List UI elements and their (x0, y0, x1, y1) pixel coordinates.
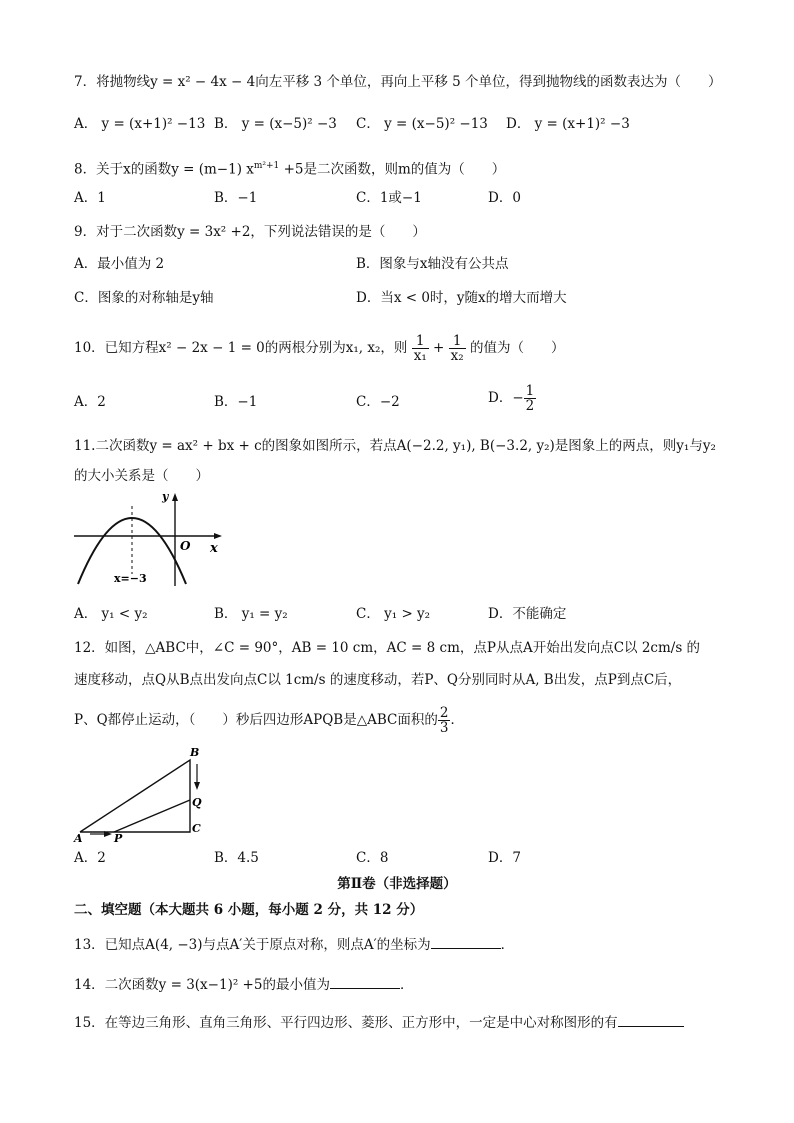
q12-line2: 速度移动，点Q从B点出发向点C以 1cm/s 的速度移动，若P、Q分别同时从A, B出发，点P到点C后， (74, 672, 682, 688)
segment-pq (114, 800, 190, 832)
fig-label-p: P (114, 832, 123, 844)
triangle-abc (80, 760, 190, 832)
q7-option-d: D． y = (x+1)² −3 (506, 116, 630, 132)
q11-option-d: D．不能确定 (488, 606, 567, 622)
fig-label-c: C (192, 822, 201, 835)
q15-answer-blank[interactable] (618, 1012, 684, 1027)
q8-stem-a: 8．关于x的函数y = (m−1) x (74, 161, 254, 178)
section2-heading: 二、填空题（本大题共 6 小题，每小题 2 分，共 12 分） (74, 902, 424, 918)
q7-option-b: B． y = (x−5)² −3 (214, 116, 337, 132)
y-axis-arrow-icon (172, 493, 178, 501)
fig-label-y: y (162, 490, 169, 503)
q11-stem-line2: 的大小关系是（ ） (74, 468, 209, 484)
q12-option-b: B．4.5 (214, 850, 259, 866)
q10-option-d: D．− $\frac{1}{2}$ (488, 383, 535, 414)
part2-title: 第Ⅱ卷（非选择题） (337, 876, 457, 892)
q12-option-d: D．7 (488, 850, 521, 866)
q8-option-c: C．1或−1 (356, 190, 422, 206)
arrow-down-icon (194, 782, 200, 790)
q11-parabola-figure (70, 488, 230, 588)
q14-line: 14．二次函数y = 3(x−1)² +5的最小值为 ． (74, 974, 413, 995)
q11-option-b: B． y₁ = y₂ (214, 606, 288, 622)
q8-exponent: m²+1 (253, 161, 280, 171)
q8-stem (74, 156, 505, 180)
q9-option-d: D．当x < 0时，y随x的增大而增大 (356, 290, 567, 306)
q12-line1: 12．如图，△ABC中，∠C = 90°，AB = 10 cm，AC = 8 cm，点P从点A开始出发向点C以 2cm/s 的 (74, 640, 701, 656)
q12-option-a: A．2 (74, 850, 106, 866)
q10-plus: + (433, 340, 445, 356)
q13-answer-blank[interactable] (431, 934, 501, 949)
q8-option-d: D．0 (488, 190, 521, 206)
q10-option-a: A．2 (74, 394, 106, 410)
fig-label-axis: x=−3 (114, 572, 147, 585)
q10-fraction-1: $\frac{1}{\text{x₁}}$ (413, 333, 427, 364)
q8-option-b: B．−1 (214, 190, 258, 206)
fig-label-q: Q (192, 796, 202, 809)
q10-stem (74, 330, 564, 366)
x-axis-arrow-icon (214, 533, 222, 539)
q14-answer-blank[interactable] (330, 974, 400, 989)
q12-triangle-figure (70, 744, 220, 844)
fig-label-origin: O (180, 539, 191, 553)
q12-line3: P、Q都停止运动，（ ）秒后四边形APQB是△ABC面积的 $\frac{2}{3}$ ． (74, 705, 464, 736)
q7-option-a: A． y = (x+1)² −13 (74, 116, 206, 132)
q10-option-b: B．−1 (214, 394, 258, 410)
q9-option-b: B．图象与x轴没有公共点 (356, 256, 509, 272)
fig-label-a: A (74, 832, 83, 844)
q8-option-a: A．1 (74, 190, 106, 206)
q10-option-d-fraction: $\frac{1}{2}$ (525, 383, 535, 414)
q10-stem-b: 的值为（ ） (469, 340, 565, 356)
q10-fraction-2: $\frac{1}{\text{x₂}}$ (450, 333, 464, 364)
q7-option-c: C． y = (x−5)² −13 (356, 116, 488, 132)
q8-stem-b: +5是二次函数，则m的值为（ ） (279, 161, 506, 178)
q9-option-c: C．图象的对称轴是y轴 (74, 290, 214, 306)
q13-line: 13．已知点A(4, −3)与点A′关于原点对称，则点A′的坐标为 ． (74, 934, 514, 955)
q11-option-c: C． y₁ > y₂ (356, 606, 431, 622)
q12-option-c: C．8 (356, 850, 389, 866)
q11-option-a: A． y₁ < y₂ (74, 606, 148, 622)
q9-option-a: A．最小值为 2 (74, 256, 165, 272)
fig-label-b: B (190, 746, 200, 759)
q10-option-c: C．−2 (356, 394, 400, 410)
q15-line: 15．在等边三角形、直角三角形、平行四边形、菱形、正方形中，一定是中心对称图形的有 (74, 1012, 684, 1033)
fig-label-x: x (210, 541, 218, 556)
q10-stem-a: 10．已知方程x² − 2x − 1 = 0的两根分别为x₁, x₂，则 (74, 340, 408, 356)
q12-fraction: $\frac{2}{3}$ (439, 705, 449, 736)
q9-stem: 9．对于二次函数y = 3x² +2，下列说法错误的是（ ） (74, 224, 426, 240)
q11-stem-line1: 11.二次函数y = ax² + bx + c的图象如图所示，若点A(−2.2, y₁), B(−3.2, y₂)是图象上的两点，则y₁与y₂ (74, 438, 716, 454)
q7-stem: 7．将抛物线y = x² − 4x − 4向左平移 3 个单位，再向上平移 5 个单位，得到抛物线的函数表达为（ ） (74, 74, 722, 90)
